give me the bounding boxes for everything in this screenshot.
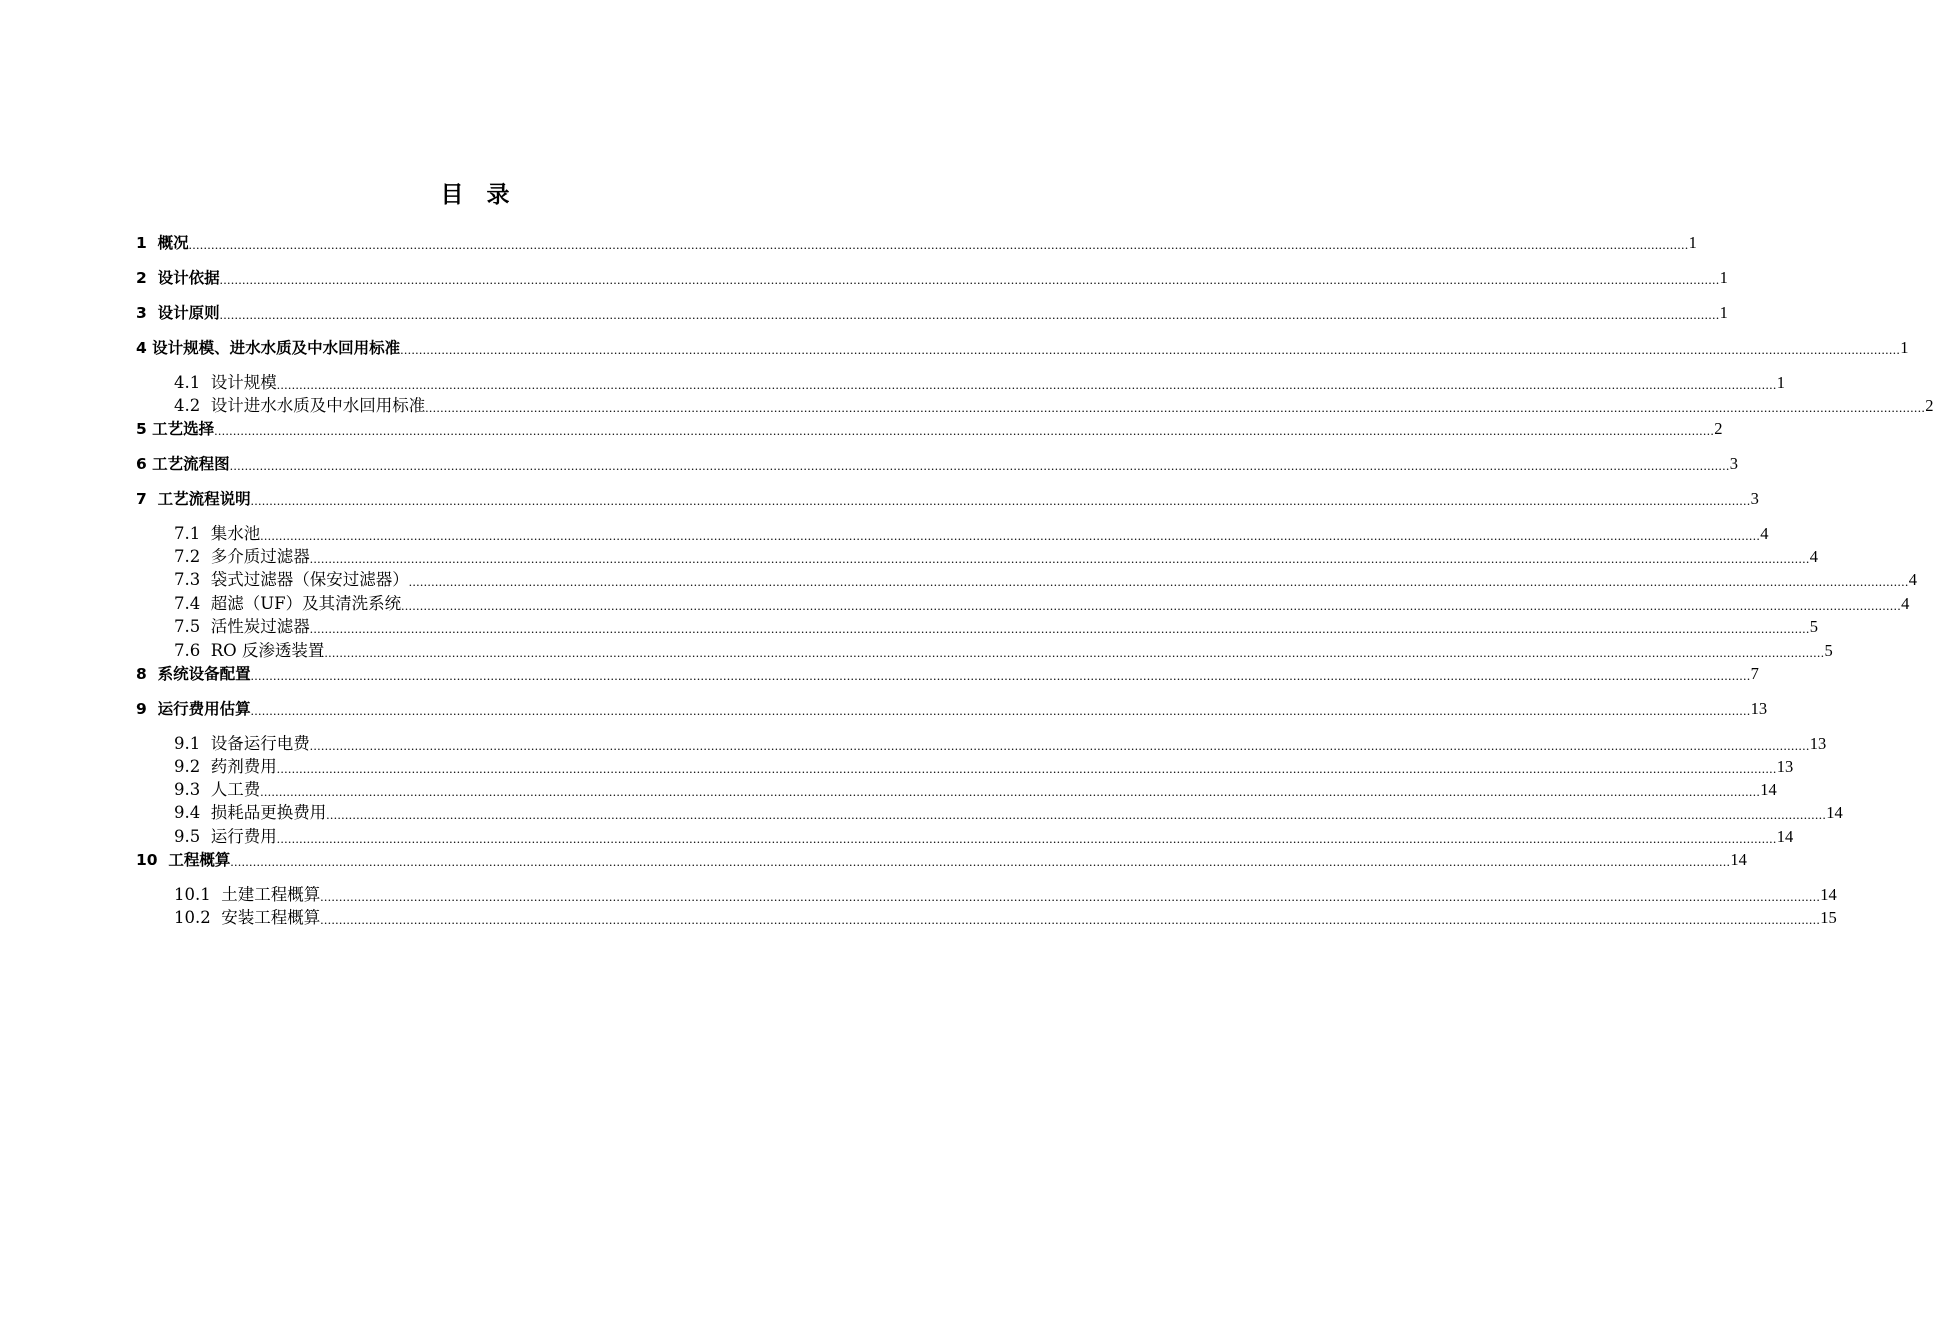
toc-subentry[interactable] [174,395,1933,417]
toc-page-number: 1 [1900,338,1909,357]
toc-dot-leader: ................................................................................................................................................................................................................................................................................................................................................................................................................ [320,889,1821,904]
toc-dot-leader: ................................................................................................................................................................................................................................................................................................................................................................................................................ [230,854,1731,869]
toc-dot-leader: ................................................................................................................................................................................................................................................................................................................................................................................................................ [309,551,1810,566]
toc-entry-label: 1 概况 [136,234,189,252]
toc-entry-label: 9 运行费用估算 [136,700,251,718]
toc-dot-leader: ................................................................................................................................................................................................................................................................................................................................................................................................................ [229,458,1730,473]
toc-page-number: 1 [1719,268,1728,287]
toc-entry-label: 8 系统设备配置 [136,665,251,683]
toc-entry-label: 7.6 RO 反渗透装置 [174,641,325,660]
toc-dot-leader: ................................................................................................................................................................................................................................................................................................................................................................................................................ [400,342,1901,357]
toc-page-number: 2 [1714,419,1723,438]
toc-page-number: 5 [1809,617,1818,636]
toc-dot-leader: ................................................................................................................................................................................................................................................................................................................................................................................................................ [260,528,1761,543]
toc-entry-label: 7.1 集水池 [174,524,261,543]
toc-dot-leader: ................................................................................................................................................................................................................................................................................................................................................................................................................ [401,598,1902,613]
toc-dot-leader: ................................................................................................................................................................................................................................................................................................................................................................................................................ [250,703,1751,718]
toc-entry-label: 10 工程概算 [136,851,231,869]
toc-dot-leader: ................................................................................................................................................................................................................................................................................................................................................................................................................ [260,784,1761,799]
toc-subentry[interactable] [174,779,1777,801]
toc-page-number: 7 [1750,664,1759,683]
toc-page-number: 4 [1760,524,1769,543]
toc-entry[interactable] [136,418,1723,440]
toc-dot-leader: ................................................................................................................................................................................................................................................................................................................................................................................................................ [326,807,1827,822]
toc-page-number: 3 [1729,454,1738,473]
toc-page-number: 15 [1820,908,1837,927]
toc-page-number: 14 [1776,827,1794,846]
toc-entry-label: 10.2 安装工程概算 [174,908,321,927]
toc-entry-label: 4 设计规模、进水水质及中水回用标准 [136,339,401,357]
toc-subentry[interactable] [174,593,1910,615]
toc-dot-leader: ................................................................................................................................................................................................................................................................................................................................................................................................................ [276,377,1777,392]
toc-entry-label: 9.3 人工费 [174,780,261,799]
toc-subentry[interactable] [174,826,1794,848]
toc-page-number: 2 [1925,396,1933,415]
toc-entry-label: 7 工艺流程说明 [136,490,251,508]
toc-page-number: 13 [1809,734,1827,753]
toc-dot-leader: ................................................................................................................................................................................................................................................................................................................................................................................................................ [320,912,1821,927]
toc-entry-label: 2 设计依据 [136,269,220,287]
toc-entry[interactable] [136,698,1768,720]
toc-entry-label: 10.1 土建工程概算 [174,885,321,904]
toc-entry-label: 9.1 设备运行电费 [174,734,310,753]
toc-entry[interactable] [136,849,1747,871]
toc-dot-leader: ................................................................................................................................................................................................................................................................................................................................................................................................................ [219,307,1720,322]
toc-subentry[interactable] [174,756,1794,778]
toc-subentry[interactable] [174,802,1843,824]
toc-dot-leader: ................................................................................................................................................................................................................................................................................................................................................................................................................ [219,272,1720,287]
toc-entry-label: 3 设计原则 [136,304,220,322]
toc-entry[interactable] [136,453,1738,475]
toc-entry[interactable] [136,337,1909,359]
toc-dot-leader: ................................................................................................................................................................................................................................................................................................................................................................................................................ [425,400,1926,415]
toc-page-number: 1 [1776,373,1785,392]
toc-dot-leader: ................................................................................................................................................................................................................................................................................................................................................................................................................ [276,831,1777,846]
toc-entry-label: 4.1 设计规模 [174,373,277,392]
toc-entry[interactable] [136,302,1728,324]
toc-entry-label: 6 工艺流程图 [136,455,230,473]
toc-title: 目 录 [440,181,510,208]
toc-dot-leader: ................................................................................................................................................................................................................................................................................................................................................................................................................ [188,237,1689,252]
toc-entry-label: 7.4 超滤（UF）及其清洗系统 [174,594,402,613]
toc-entry[interactable] [136,232,1697,254]
toc-page-number: 4 [1901,594,1910,613]
toc-subentry[interactable] [174,616,1818,638]
toc-page-number: 5 [1824,641,1833,660]
toc-page-number: 4 [1809,547,1818,566]
toc-entry-label: 9.4 损耗品更换费用 [174,803,327,822]
toc-page-number: 14 [1826,803,1843,822]
toc-subentry[interactable] [174,569,1917,591]
toc-dot-leader: ................................................................................................................................................................................................................................................................................................................................................................................................................ [250,668,1751,683]
toc-dot-leader: ................................................................................................................................................................................................................................................................................................................................................................................................................ [214,423,1715,438]
toc-page-number: 4 [1908,570,1917,589]
toc-subentry[interactable] [174,907,1837,929]
toc-page-number: 3 [1750,489,1759,508]
toc-dot-leader: ................................................................................................................................................................................................................................................................................................................................................................................................................ [276,761,1777,776]
toc-dot-leader: ................................................................................................................................................................................................................................................................................................................................................................................................................ [324,645,1825,660]
toc-subentry[interactable] [174,372,1785,394]
toc-entry-label: 5 工艺选择 [136,420,215,438]
toc-subentry[interactable] [174,546,1818,568]
toc-entry-label: 9.2 药剂费用 [174,757,277,776]
toc-page-number: 14 [1820,885,1837,904]
toc-page-number: 13 [1776,757,1794,776]
toc-page-number: 1 [1719,303,1728,322]
toc-page-number: 14 [1730,850,1747,869]
toc-dot-leader: ................................................................................................................................................................................................................................................................................................................................................................................................................ [250,493,1751,508]
toc-entry-label: 4.2 设计进水水质及中水回用标准 [174,396,426,415]
toc-entry[interactable] [136,488,1759,510]
toc-entry-label: 7.5 活性炭过滤器 [174,617,310,636]
toc-dot-leader: ................................................................................................................................................................................................................................................................................................................................................................................................................ [408,574,1909,589]
toc-entry-label: 7.3 袋式过滤器（保安过滤器） [174,570,409,589]
toc-page-number: 1 [1688,233,1697,252]
toc-entry[interactable] [136,663,1759,685]
toc-subentry[interactable] [174,884,1837,906]
toc-page-number: 14 [1760,780,1777,799]
toc-subentry[interactable] [174,733,1827,755]
toc-entry[interactable] [136,267,1728,289]
toc-subentry[interactable] [174,523,1769,545]
toc-page-number: 13 [1750,699,1768,718]
toc-subentry[interactable] [174,640,1833,662]
toc-entry-label: 9.5 运行费用 [174,827,277,846]
toc-dot-leader: ................................................................................................................................................................................................................................................................................................................................................................................................................ [309,621,1810,636]
toc-dot-leader: ................................................................................................................................................................................................................................................................................................................................................................................................................ [309,738,1810,753]
toc-entry-label: 7.2 多介质过滤器 [174,547,310,566]
